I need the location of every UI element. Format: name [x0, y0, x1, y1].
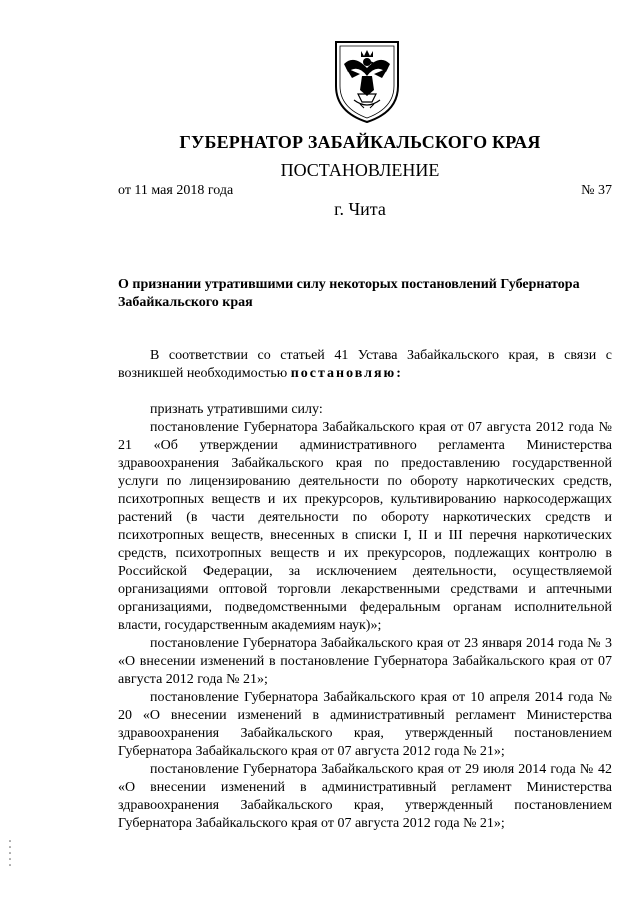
list-item: постановление Губернатора Забайкальского края от 10 апреля 2014 года № 20 «О внесении изменений в административный регламент Министерства здравоохранения Забайкальского края, утвержденный постановлением Губернатора Забайкальского края от 07 августа 2012 года № 21»;: [118, 690, 612, 759]
margin-marks: [8, 838, 12, 868]
document-subject: О признании утратившими силу некоторых постановлений Губернатора Забайкальского края: [118, 277, 580, 310]
list-item: постановление Губернатора Забайкальского края от 07 августа 2012 года № 21 «Об утверждении административного регламента Министерства здравоохранения Забайкальского края по предоставлению государственной услуги по лицензированию деятельности по обороту наркотических средств, психотропных веществ и их прекурсоров, культивированию наркосодержащих растений (в части деятельности по обороту наркотических средств и психотропных веществ, внесенных в списки I, II и III перечня наркотических средств, психотропных веществ и их прекурсоров, подлежащих контролю в Российской Федерации, за исключением деятельности, осуществляемой организациями оптовой торговли лекарственными средствами и аптечными организациями, подведомственными федеральным органам исполнительной власти, государственным академиям наук)»;: [118, 420, 612, 633]
lead-paragraph: признать утратившими силу:: [150, 402, 323, 417]
list-item: постановление Губернатора Забайкальского края от 23 января 2014 года № 3 «О внесении изменений в постановление Губернатора Забайкальского края от 07 августа 2012 года № 21»;: [118, 636, 612, 687]
list-item: постановление Губернатора Забайкальского края от 29 июля 2014 года № 42 «О внесении изменений в административный регламент Министерства здравоохранения Забайкальского края, утвержденный постановлением Губернатора Забайкальского края от 07 августа 2012 года № 21»;: [118, 762, 612, 831]
intro-verb: постановляю:: [290, 366, 403, 381]
document-city: г. Чита: [334, 199, 386, 219]
intro-text: В соответствии со статьей 41 Устава Забайкальского края, в связи с возникшей необходимостью: [118, 348, 612, 381]
document-title: ГУБЕРНАТОР ЗАБАЙКАЛЬСКОГО КРАЯ: [179, 132, 541, 152]
document-date: от 11 мая 2018 года: [118, 183, 234, 198]
coat-of-arms-icon: [330, 38, 404, 124]
document-type: ПОСТАНОВЛЕНИЕ: [280, 160, 440, 180]
intro-paragraph: [118, 347, 612, 383]
document-number: № 37: [581, 183, 612, 198]
document-body: [118, 347, 612, 833]
